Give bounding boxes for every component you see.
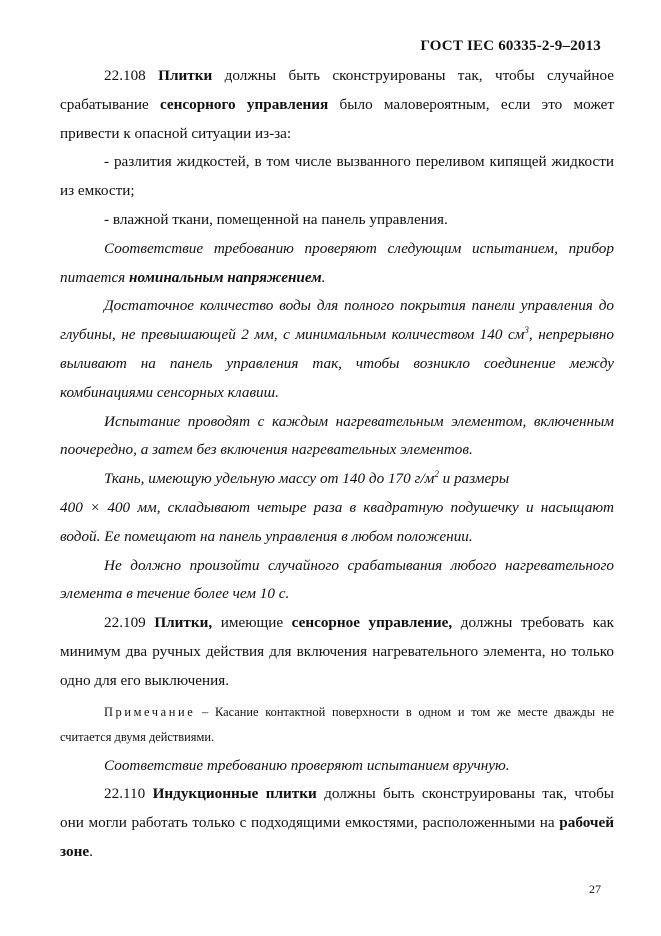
term-plitki: Плитки xyxy=(158,67,213,84)
clause-text: должны быть сконструированы так, чтобы случайное срабатывание xyxy=(60,67,615,113)
clause-number: 22.109 xyxy=(104,614,155,632)
clause-number: 22.110 xyxy=(104,785,153,803)
compliance-test-4 xyxy=(60,465,614,494)
term-working-zone: рабочей зоне xyxy=(60,814,614,860)
clause-text: было маловероятным, если это может привести к опасной ситуации из-за: xyxy=(60,95,614,142)
clause-text: имеющие xyxy=(212,614,292,632)
list-item-wet-cloth: - влажной ткани, помещенной на панель управления. xyxy=(104,210,448,228)
superscript: 3 xyxy=(524,325,529,336)
list-item-liquids: - разлития жидкостей, в том числе вызванного переливом кипящей жидкости из емкости; xyxy=(60,153,614,200)
compliance-test-5: Не должно произойти случайного срабатывания любого нагревательного элемента в течение более чем 10 с. xyxy=(60,556,614,603)
term-rated-voltage: номинальным напряжением xyxy=(129,268,322,286)
test-text: . xyxy=(321,268,326,286)
compliance-test-6: Соответствие требованию проверяют испытанием вручную. xyxy=(104,756,510,774)
note-label: Примечание xyxy=(104,704,196,719)
test-text: и размеры xyxy=(438,470,510,488)
clause-number: 22.108 xyxy=(104,67,159,84)
page-number: 27 xyxy=(589,882,601,896)
term-sensor-control: сенсорного управления xyxy=(159,95,329,113)
superscript: 2 xyxy=(434,469,439,480)
clause-text: должны требовать как минимум два ручных действия для включения нагревательного элемента, но только одно для его выключения. xyxy=(60,614,615,689)
test-text: Достаточное количество воды для полного покрытия панели управления до глубины, не превышающей 2 мм, с минимальным количеством 140 см xyxy=(60,297,614,344)
clause-22-109 xyxy=(60,609,614,695)
clause-text: . xyxy=(89,842,93,860)
test-text: Соответствие требованию проверяют следующим испытанием, прибор питается xyxy=(60,239,614,286)
clause-22-108 xyxy=(60,62,614,148)
compliance-test-2 xyxy=(60,292,614,407)
term-induction-hobs: Индукционные плитки xyxy=(152,785,317,803)
note-text: – Касание контактной поверхности в одном и том же месте дважды не считается двумя действиями. xyxy=(60,704,614,744)
clause-text: должны быть сконструированы так, чтобы они могли работать только с подходящими емкостями, расположенными на xyxy=(60,785,614,832)
compliance-test-4-cont: 400 × 400 мм, складывают четыре раза в квадратную подушечку и насыщают водой. Ее помещают на панель управления в любом положении. xyxy=(60,498,614,545)
document-body xyxy=(60,62,614,867)
test-text: , непрерывно выливают на панель управления так, чтобы возникло соединение между комбинациями сенсорных клавиш. xyxy=(60,326,615,401)
clause-22-110 xyxy=(60,780,614,866)
standard-header: ГОСТ IEC 60335-2-9–2013 xyxy=(420,38,601,54)
compliance-test-1 xyxy=(60,235,614,293)
term-sensor-control: сенсорное управление, xyxy=(291,614,453,632)
test-text: Ткань, имеющую удельную массу от 140 до 170 г/м xyxy=(104,470,435,488)
note xyxy=(60,700,614,750)
compliance-test-3: Испытание проводят с каждым нагревательным элементом, включенным поочередно, а затем без включения нагревательных элементов. xyxy=(60,412,614,459)
term-plitki: Плитки, xyxy=(154,614,213,632)
